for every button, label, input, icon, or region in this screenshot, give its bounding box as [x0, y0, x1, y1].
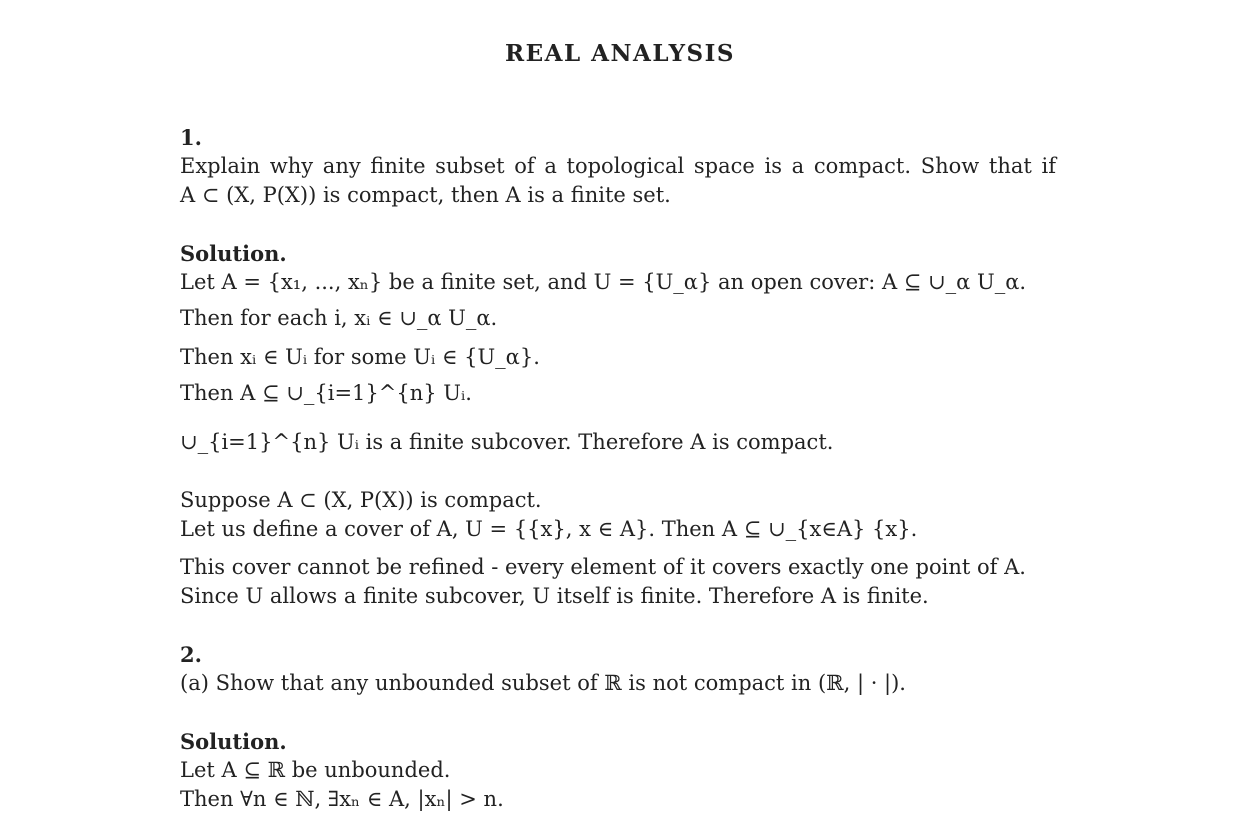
problem-1-solution-line-9: Since U allows a finite subcover, U itself is finite. Therefore A is finite. [180, 584, 929, 608]
problem-1-solution-line-8: This cover cannot be refined - every element of it covers exactly one point of A. [180, 555, 1026, 579]
problem-2-solution-line-2: Then ∀n ∈ ℕ, ∃xₙ ∈ A, |xₙ| > n. [180, 787, 504, 811]
problem-1-number: 1. [180, 125, 202, 150]
problem-1-statement-line-2: A ⊂ (X, P(X)) is compact, then A is a finite set. [180, 183, 671, 207]
problem-1-solution-line-1: Let A = {x₁, ..., xₙ} be a finite set, and U = {U_α} an open cover: A ⊆ ∪_α U_α. [180, 270, 1027, 294]
problem-1-solution-line-2: Then for each i, xᵢ ∈ ∪_α U_α. [180, 306, 498, 330]
problem-1-solution-line-6: Suppose A ⊂ (X, P(X)) is compact. [180, 488, 542, 512]
problem-1-solution-label: Solution. [180, 241, 287, 266]
problem-1-solution-line-3: Then xᵢ ∈ Uᵢ for some Uᵢ ∈ {U_α}. [180, 345, 540, 369]
problem-1-solution-line-5: ∪_{i=1}^{n} Uᵢ is a finite subcover. Therefore A is compact. [180, 430, 834, 454]
problem-2-solution-label: Solution. [180, 729, 287, 754]
problem-2-number: 2. [180, 642, 202, 667]
problem-1-statement-line-1: Explain why any finite subset of a topological space is a compact. Show that if [180, 154, 1056, 178]
page-title: REAL ANALYSIS [505, 40, 735, 67]
problem-2-solution-line-1: Let A ⊆ ℝ be unbounded. [180, 758, 451, 782]
problem-2-statement: (a) Show that any unbounded subset of ℝ is not compact in (ℝ, | · |). [180, 671, 906, 695]
problem-1-solution-line-4: Then A ⊆ ∪_{i=1}^{n} Uᵢ. [180, 381, 472, 405]
problem-1-solution-line-7: Let us define a cover of A, U = {{x}, x ∈ A}. Then A ⊆ ∪_{x∈A} {x}. [180, 517, 918, 541]
document-body [180, 123, 1070, 814]
